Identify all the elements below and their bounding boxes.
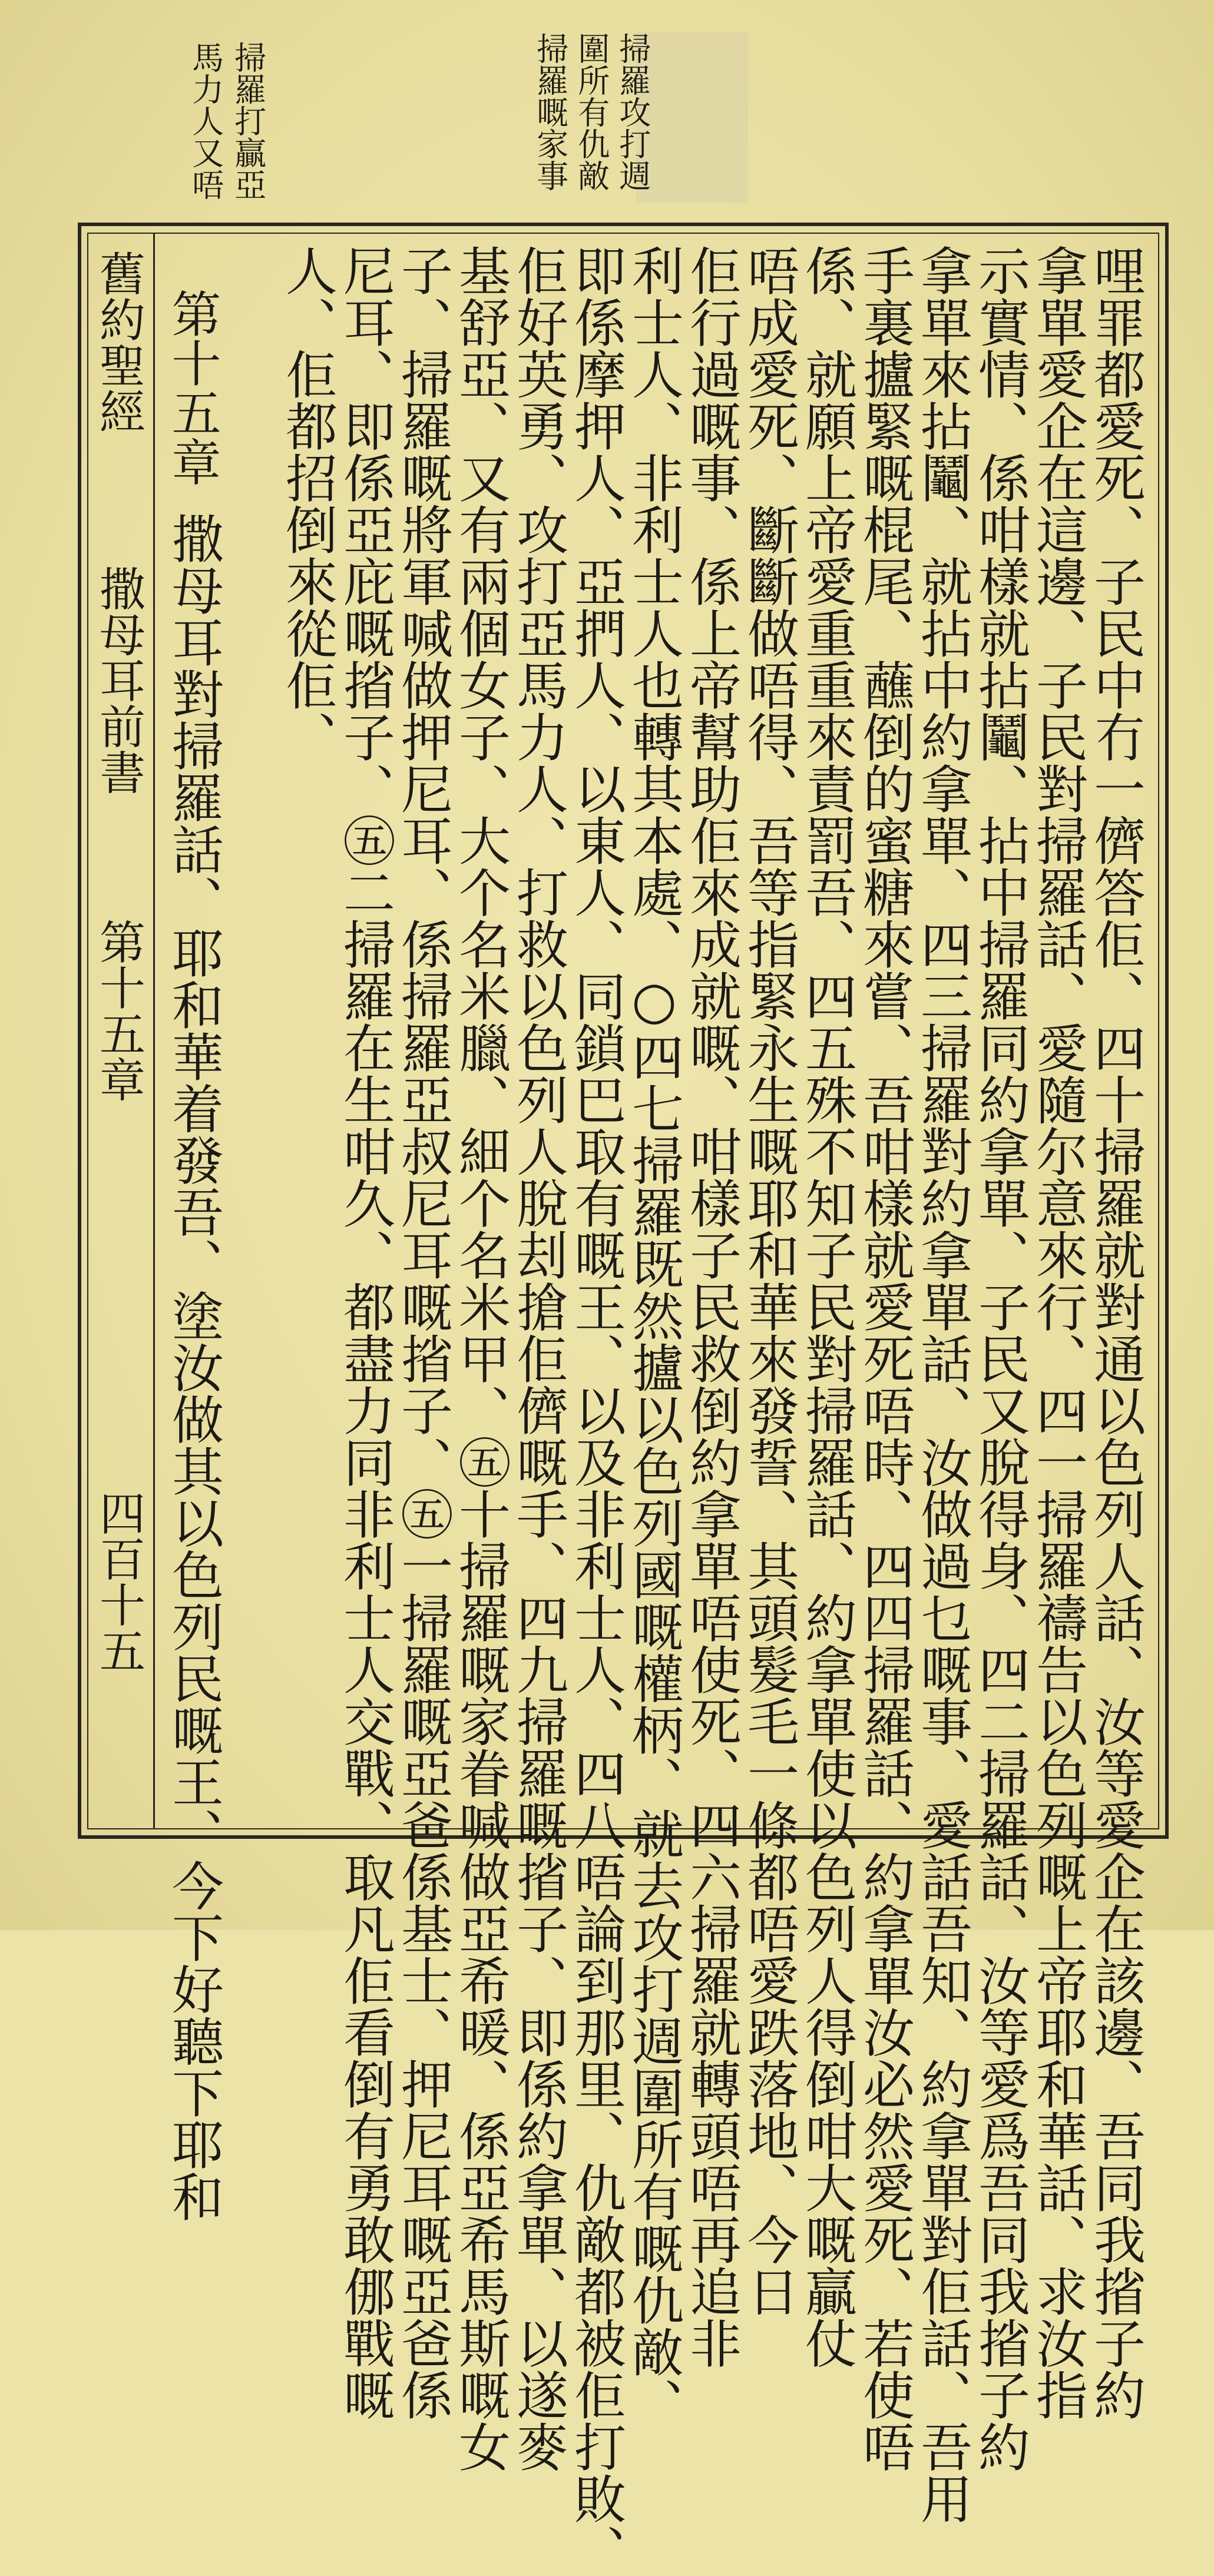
body-column-3: 示實情、係咁樣就拈鬮、拈中掃羅同約拿單、子民又脫得身、㆕二掃羅話、汝等愛爲吾同我㨘子約	[970, 244, 1031, 2472]
book-title: 舊約聖經	[92, 250, 145, 434]
top-note-right-3: 掃羅嘅家事	[531, 32, 569, 191]
bleed-through-smudge	[636, 32, 748, 203]
top-note-right-1: 掃羅攻打週	[614, 32, 651, 191]
body-column-6: 係、就願上帝愛重重來責罰吾、㆕五殊不知子民對掃羅話、約拿單使以色列人得倒咁大嘅贏仗	[797, 244, 858, 2369]
body-column-15: 人、佢都招倒來從佢、	[277, 244, 338, 762]
body-column-1: 哩罪都愛死、子民中冇一儕答佢、㆕十掃羅就對通以色列人話、汝等愛企在該邊、吾同我㨘子約	[1086, 244, 1146, 2421]
body-column-4: 拿單來拈鬮、就拈中約拿單、㆕三掃羅對約拿單話、汝做過乜嘅事、愛話吾知、約拿單對佢話、吾用	[912, 244, 973, 2524]
running-head: 撒母耳前書	[92, 565, 145, 795]
margin-chapter: 第十五章	[92, 919, 145, 1102]
body-column-2: 拿單愛企在這邊、子民對掃羅話、愛隨尔意來行、㆕一掃羅禱告以色列嘅上帝耶和華話、求汝指	[1028, 244, 1089, 2421]
body-column-10: 即係摩押人、亞捫人、以東人、同鎖巴取有嘅王、以及非利士人、㆕八唔論到那里、仇敵都被佢打敗、	[566, 244, 627, 2576]
top-note-left-1: 掃羅打贏亞	[229, 41, 267, 200]
body-column-13: 子、掃羅嘅將軍喊做押尼耳、係掃羅亞叔尼耳嘅㨘子、㊄一掃羅嘅亞爸係基士、押尼耳嘅亞爸係	[393, 244, 454, 2421]
margin-column-rule	[153, 233, 155, 1829]
chapter-heading: 第十五章	[164, 289, 221, 486]
top-note-right-2: 圍所有仇敵	[573, 32, 610, 191]
body-column-14: 尼耳、即係亞庇嘅㨘子、㊄二掃羅在生咁久、都盡力同非利士人交戰、取凡佢看倒有勇敢㑚戰嘅	[335, 244, 396, 2421]
body-column-5: 手裏攎緊嘅棍尾、蘸倒的蜜糖來嘗、吾咁樣就愛死唔時、㆕四掃羅話、約拿單汝必然愛死、若使唔	[855, 244, 915, 2472]
top-note-left-2: 馬力人又唔	[187, 41, 224, 200]
body-column-16: 撒母耳對掃羅話、耶和華着發吾、塗汝做其以色列民嘅王、今下好聽下耶和	[164, 512, 224, 2222]
body-column-9: 利士人、非利士人也轉其本處、○㆕七掃羅既然攎以色列國嘅權柄、就去攻打週圍所有嘅仇敵、	[624, 244, 684, 2429]
body-column-7: 唔成愛死、斷斷做唔得、吾等指緊永生嘅耶和華來發誓、其頭髮毛一條都唔愛跌落地、今日	[739, 244, 800, 2317]
body-column-12: 基舒亞、又有兩個女子、大个名米臘、細个名米甲、㊄十掃羅嘅家眷喊做亞希暖、係亞希馬斯嘅女	[451, 244, 511, 2472]
page-number: 四百十五	[92, 1490, 145, 1673]
body-column-8: 佢行過嘅事、係上帝幫助佢來成就嘅、咁樣子民救倒約拿單唔使死、㆕六掃羅就轉頭唔再追非	[682, 244, 742, 2369]
body-column-11: 佢好英勇、攻打亞馬力人、打救以色列人脫刦搶佢儕嘅手、㆕九掃羅嘅㨘子、即係約拿單、以遂麥	[508, 244, 569, 2472]
